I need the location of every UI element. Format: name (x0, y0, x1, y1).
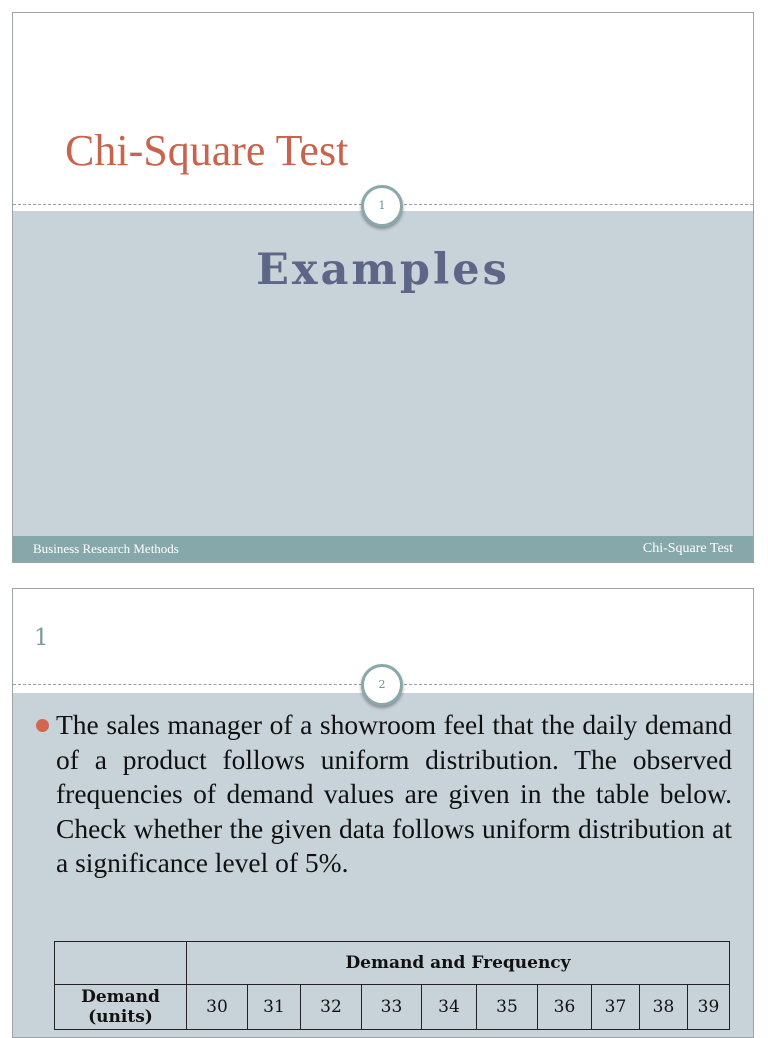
demand-frequency-table (54, 941, 730, 1030)
table-cell: 33 (362, 985, 422, 1030)
table-cell: 38 (640, 985, 688, 1030)
table-cell: 39 (688, 985, 730, 1030)
footer-topic: Chi-Square Test (642, 541, 733, 556)
table-cell: 30 (187, 985, 248, 1030)
slide-1 (12, 12, 754, 563)
problem-statement: The sales manager of a showroom feel that the daily demand of a product follows uniform distribution. The observed frequencies of demand values are given in the table below. Check whether the given data follows uniform distribution at a significance level of 5%. (56, 709, 732, 878)
table-cell: 36 (538, 985, 592, 1030)
table-header-row (55, 942, 730, 985)
row-label: Demand (units) (55, 985, 187, 1030)
slide-number-badge: 1 (361, 185, 403, 227)
table-cell: 37 (592, 985, 640, 1030)
table-row (55, 985, 730, 1030)
slide-footer (13, 536, 753, 562)
slide-heading: 1 (34, 625, 49, 651)
slide-number-badge: 2 (361, 664, 403, 706)
table-cell: 32 (301, 985, 362, 1030)
table-corner-cell (55, 942, 187, 985)
footer-course-name: Business Research Methods (33, 541, 179, 556)
slide-title: Chi-Square Test (65, 126, 349, 175)
table-cell: 31 (248, 985, 301, 1030)
slide-2 (12, 588, 754, 1038)
bullet-icon (36, 719, 49, 732)
table-header: Demand and Frequency (187, 942, 730, 985)
slide-subtitle: Examples (256, 245, 510, 295)
table-cell: 35 (477, 985, 538, 1030)
table-cell: 34 (422, 985, 477, 1030)
